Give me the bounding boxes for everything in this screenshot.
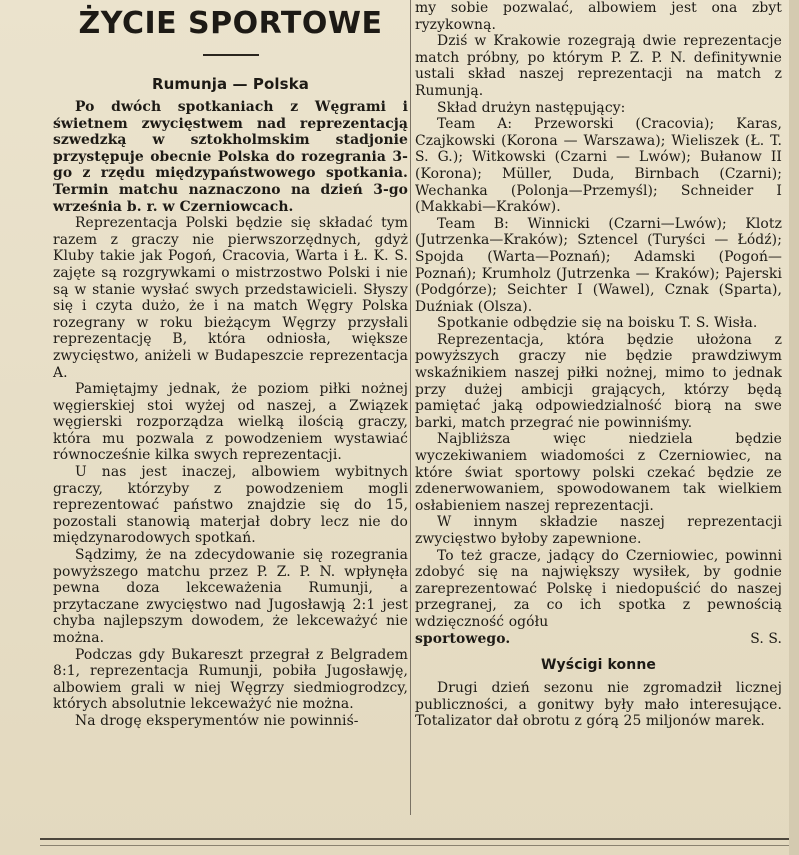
article-title: Rumunja — Polska bbox=[152, 75, 309, 93]
body-paragraph: Drugi dzień sezonu nie zgromadził licznej publiczności, a gonitwy były mało interesujące. Totalizator dał obrotu z górą 25 miljonów marek. bbox=[415, 680, 782, 730]
signature-line bbox=[415, 631, 782, 648]
body-paragraph: my sobie pozwalać, albowiem jest ona zbyt ryzykowną. bbox=[415, 0, 782, 33]
right-column bbox=[415, 0, 782, 811]
section-title: ŻYCIE SPORTOWE bbox=[78, 6, 383, 41]
body-paragraph: Na drogę eksperymentów nie powinniś- bbox=[75, 712, 359, 729]
body-paragraph: Reprezentacja Polski będzie się składać tym razem z graczy nie pierwszorzędnych, gdyż Kluby takie jak Pogoń, Cracovia, Warta i Ł. K. S. zajęte są rozgrywkami o mistrzostwo Polski i nie są w stanie wysłać swych przedstawicieli. Słyszy się i czyta dużo, że i na match Węgry Polska rozegrany w roku bieżącym Węgrzy przysłali reprezentację B, która odniosła, większe zwycięstwo, aniżeli w Budapeszcie reprezentacja A. bbox=[53, 215, 408, 381]
body-paragraph: Podczas gdy Bukareszt przegrał z Belgradem 8:1, reprezentacja Rumunji, pobiła Jugosławję, albowiem grali w niej Węgrzy siedmiogrodzcy, których absolutnie lekceważyć nie można. bbox=[53, 646, 408, 713]
left-column bbox=[53, 0, 408, 811]
title-rule bbox=[203, 54, 259, 56]
body-paragraph: W innym składzie naszej reprezentacji zwycięstwo byłoby zapewnione. bbox=[415, 514, 782, 547]
bottom-rule-thin bbox=[40, 845, 789, 846]
body-paragraph: Sądzimy, że na zdecydowanie się rozegrania powyższego matchu przez P. Z. P. N. wpłynęła pewna doza lekceważenia Rumunji, a przytaczane zwycięstwo nad Jugosławją 2:1 jest chyba najlepszym dowodem, że lekceważyć nie można. bbox=[53, 547, 408, 646]
body-paragraph: Skład drużyn następujący: bbox=[437, 99, 626, 116]
lead-paragraph: Po dwóch spotkaniach z Węgrami i świetnem zwycięstwem nad reprezentacją szwedzką w sztokholmskim stadjonie przystępuje obecnie Polska do rozegrania 3-go z rzędu międzypaństwowego spotkania. Termin matchu naznaczono na dzień 3-go września b. r. w Czerniowcach. bbox=[53, 99, 408, 215]
body-paragraph: Spotkanie odbędzie się na boisku T. S. Wisła. bbox=[437, 315, 758, 332]
body-paragraph: Najbliższa więc niedziela będzie wyczekiwaniem wiadomości z Czerniowiec, na które świat sportowy polski czekać będzie ze zdenerwowaniem, spowodowanem tak wielkiem osłabieniem naszej reprezentacji. bbox=[415, 431, 782, 514]
team-a-paragraph: Team A: Przeworski (Cracovia); Karas, Czajkowski (Korona — Warszawa); Wieliszek (Ł. T. S. G.); Witkowski (Czarni — Lwów); Bułanow II (Korona); Müller, Duda, Birnbach (Czarni); Wechanka (Polonja—Przemyśl); Schneider I (Makkabi—Kraków). bbox=[415, 116, 782, 216]
signature-lead: sportowego. bbox=[415, 630, 511, 647]
author-signature: S. S. bbox=[750, 630, 782, 647]
bottom-rule bbox=[40, 838, 789, 840]
column-divider bbox=[410, 0, 411, 815]
body-paragraph: Pamiętajmy jednak, że poziom piłki nożnej węgierskiej stoi wyżej od naszej, a Związek węgierski rozporządza wielką ilością graczy, która mu pozwala z powodzeniem wystawiać równocześnie kilka swych reprezentacji. bbox=[53, 381, 408, 464]
body-paragraph: To też gracze, jadący do Czerniowiec, powinni zdobyć się na największy wysiłek, by godnie zareprezentować Polskę i niedopuścić do naszej przegranej, za co ich spotka z pewnością wdzięczność ogółu bbox=[415, 547, 782, 630]
body-paragraph: U nas jest inaczej, albowiem wybitnych graczy, którzyby z powodzeniem mogli reprezentować państwo znajdzie się do 15, pozostali stanowią materjał dobry lecz nie do międzynarodowych spotkań. bbox=[53, 464, 408, 547]
body-paragraph: Reprezentacja, która będzie ułożona z powyższych graczy nie będzie prawdziwym wskaźnikiem naszej piłki nożnej, mimo to jednak przy dużej ambicji grających, którzy będą pamiętać jaką odpowiedzialność biorą na swe barki, match przegrać nie powinniśmy. bbox=[415, 331, 782, 431]
body-paragraph: Dziś w Krakowie rozegrają dwie reprezentacje match próbny, po którym P. Z. P. N. definitywnie ustali skład naszej reprezentacji na match z Rumunją. bbox=[415, 33, 782, 99]
sub-article-title: Wyścigi konne bbox=[541, 657, 656, 674]
team-b-paragraph: Team B: Winnicki (Czarni—Lwów); Klotz (Jutrzenka—Kraków); Sztencel (Turyści — Łódź); Spojda (Warta—Poznań); Adamski (Pogoń—Poznań); Krumholz (Jutrzenka — Kraków); Pajerski (Podgórze); Seichter I (Wawel), Cznak (Sparta), Duźniak (Olsza). bbox=[415, 215, 782, 315]
page-edge bbox=[789, 0, 799, 855]
